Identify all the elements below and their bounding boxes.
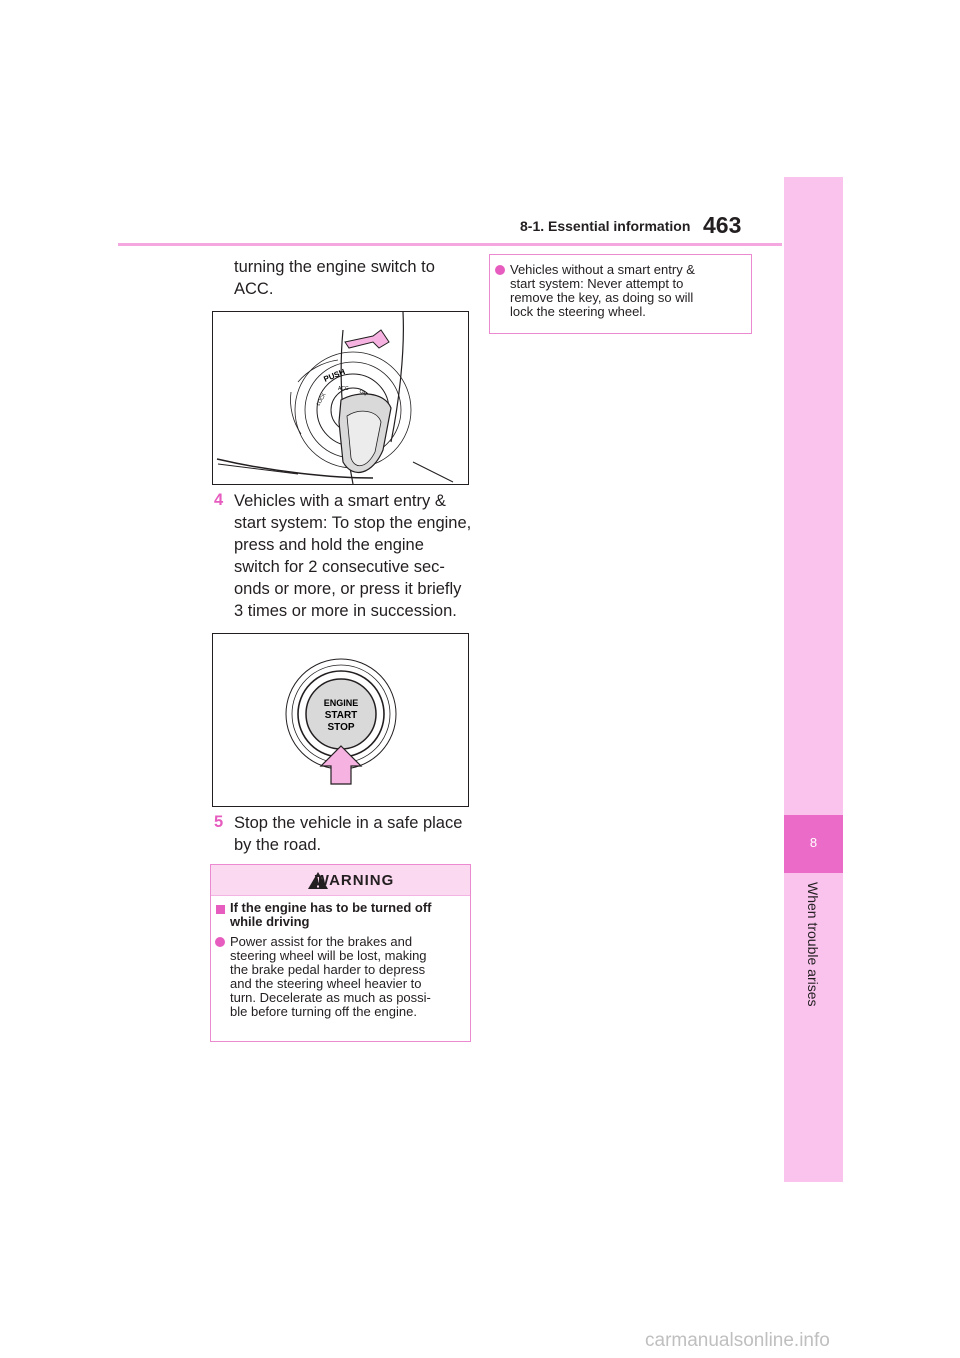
engine-button-figure bbox=[212, 633, 469, 807]
warning-bullet bbox=[215, 937, 225, 947]
warning-line-1: Power assist for the brakes and bbox=[230, 934, 413, 949]
step-5-line-2: by the road. bbox=[234, 836, 322, 854]
warning-box bbox=[210, 864, 471, 1042]
continued-line-1: turning the engine switch to bbox=[234, 258, 435, 276]
start-label: START bbox=[324, 710, 358, 721]
press-arrow-icon bbox=[321, 746, 361, 784]
warning-line-3: the brake pedal harder to depress bbox=[230, 962, 426, 977]
step-4-line-1: Vehicles with a smart entry & bbox=[234, 492, 446, 510]
chapter-title: When trouble arises bbox=[805, 882, 821, 1007]
step-4-line-2: start system: To stop the engine, bbox=[234, 514, 472, 532]
continued-line-2: ACC. bbox=[234, 280, 274, 298]
chapter-side-tab bbox=[784, 177, 843, 1182]
lock-label: LOCK bbox=[315, 392, 328, 407]
warning-line-2: steering wheel will be lost, making bbox=[230, 948, 427, 963]
step-5-line-1: Stop the vehicle in a safe place bbox=[234, 814, 463, 832]
warning-heading-bullet bbox=[216, 905, 225, 914]
warning-heading-line-1: If the engine has to be turned off bbox=[230, 900, 432, 915]
step-4-line-5: onds or more, or press it briefly bbox=[234, 580, 462, 598]
chapter-number: 8 bbox=[809, 835, 818, 850]
warning-header bbox=[211, 865, 470, 896]
note-box bbox=[489, 254, 752, 334]
step-4-line-3: press and hold the engine bbox=[234, 536, 424, 554]
acc-label: ACC bbox=[338, 386, 349, 392]
warning-line-4: and the steering wheel heavier to bbox=[230, 976, 422, 991]
push-label: PUSH bbox=[322, 367, 347, 384]
stop-label: STOP bbox=[327, 722, 355, 733]
note-line-3: remove the key, as doing so will bbox=[510, 290, 694, 305]
chapter-number-tab bbox=[784, 815, 843, 873]
step-4-line-4: switch for 2 consecutive sec- bbox=[234, 558, 445, 576]
key-cylinder-figure bbox=[212, 311, 469, 485]
note-bullet bbox=[495, 265, 505, 275]
watermark: carmanualsonline.info bbox=[645, 1330, 830, 1351]
engine-button-illustration bbox=[213, 634, 468, 806]
engine-label: ENGINE bbox=[323, 698, 359, 708]
step-4-line-6: 3 times or more in succession. bbox=[234, 602, 457, 620]
warning-line-6: ble before turning off the engine. bbox=[230, 1004, 417, 1019]
note-line-2: start system: Never attempt to bbox=[510, 276, 684, 291]
step-5-number: 5 bbox=[214, 813, 224, 831]
warning-title: WARNING bbox=[314, 872, 395, 889]
on-label: ON bbox=[358, 388, 368, 398]
note-line-1: Vehicles without a smart entry & bbox=[510, 262, 695, 277]
step-4-number: 4 bbox=[214, 491, 224, 509]
key-turn-illustration bbox=[213, 312, 468, 484]
page-number: 463 bbox=[703, 212, 742, 238]
header-rule bbox=[118, 243, 782, 246]
warning-line-5: turn. Decelerate as much as possi- bbox=[230, 990, 431, 1005]
warning-heading-line-2: while driving bbox=[230, 914, 310, 929]
note-line-4: lock the steering wheel. bbox=[510, 304, 646, 319]
section-title: 8-1. Essential information bbox=[520, 218, 691, 234]
